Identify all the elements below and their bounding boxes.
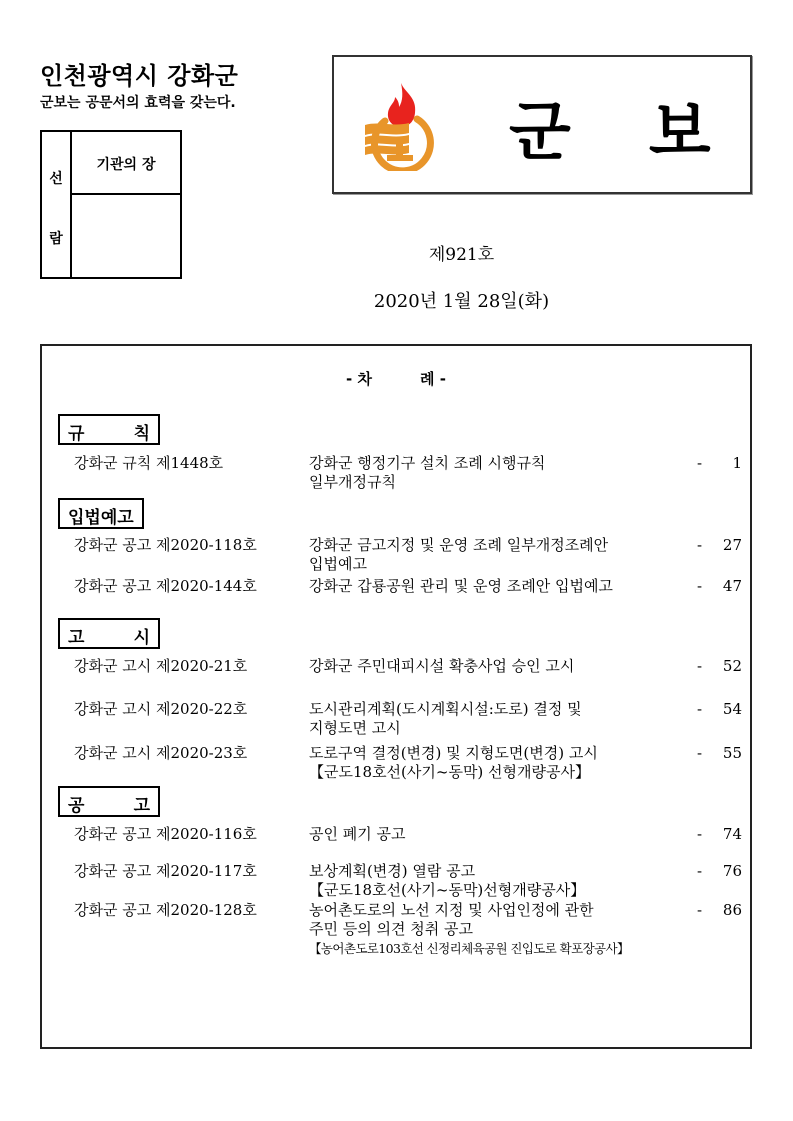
entry-description — [309, 536, 704, 574]
entry-dash: - — [697, 744, 703, 762]
entry-desc-line: 공인 폐기 공고 — [309, 825, 406, 843]
entry-code: 강화군 공고 제2020-118호 — [74, 536, 257, 554]
entry-desc-line: 농어촌도로의 노선 지정 및 사업인정에 관한 — [309, 901, 594, 919]
entry-description — [309, 657, 704, 676]
entry-desc-line: 【군도18호선(사기~동막)선형개량공사】 — [309, 881, 586, 899]
entry-code: 강화군 고시 제2020-22호 — [74, 700, 248, 718]
entry-desc-line: 지형도면 고시 — [309, 719, 401, 737]
table-of-contents — [40, 344, 752, 1049]
entry-dash: - — [697, 657, 703, 675]
entry-page: 55 — [722, 744, 742, 762]
org-subtitle: 군보는 공문서의 효력을 갖는다. — [40, 95, 236, 111]
section-label-char: 시 — [133, 628, 150, 648]
entry-code: 강화군 공고 제2020-128호 — [74, 901, 257, 919]
entry-desc-line: 【농어촌도로103호선 신정리체육공원 진입도로 확포장공사】 — [309, 941, 629, 956]
entry-description — [309, 700, 704, 738]
entry-page: 54 — [722, 700, 742, 718]
section-label-public-notices — [58, 786, 160, 817]
toc-title-right: 례 - — [420, 370, 446, 388]
entry-desc-line: 주민 등의 의견 청취 공고 — [309, 920, 473, 938]
entry-code: 강화군 공고 제2020-116호 — [74, 825, 257, 843]
section-label-char: 고 — [68, 628, 85, 648]
entry-description — [309, 454, 704, 492]
entry-page: 47 — [722, 577, 742, 595]
section-label-announcements — [58, 618, 160, 649]
entry-dash: - — [697, 454, 703, 472]
entry-code: 강화군 공고 제2020-117호 — [74, 862, 257, 880]
entry-page: 27 — [722, 536, 742, 554]
section-label-char: 규 — [68, 424, 85, 444]
entry-desc-line: 강화군 금고지정 및 운영 조례 일부개정조례안 — [309, 536, 609, 554]
entry-code: 강화군 공고 제2020-144호 — [74, 577, 257, 595]
gazette-title — [509, 81, 711, 173]
entry-description — [309, 901, 704, 958]
section-label-legislative-notice: 입법예고 — [58, 498, 144, 529]
entry-dash: - — [697, 577, 703, 595]
issue-number: 제921호 — [428, 245, 495, 265]
entry-description — [309, 825, 704, 844]
gangwha-county-emblem-icon — [359, 79, 439, 171]
org-title: 인천광역시 강화군 — [40, 62, 239, 90]
entry-page: 1 — [732, 454, 742, 472]
entry-dash: - — [697, 862, 703, 880]
approval-column-header: 기관의 장 — [72, 132, 180, 195]
entry-dash: - — [697, 825, 703, 843]
section-label-char: 고 — [133, 796, 150, 816]
approval-char-1: 선 — [49, 171, 63, 187]
entry-desc-line: 일부개정규칙 — [309, 473, 396, 491]
approval-char-2: 람 — [49, 231, 63, 247]
entry-dash: - — [697, 536, 703, 554]
entry-code: 강화군 고시 제2020-21호 — [74, 657, 248, 675]
entry-page: 76 — [722, 862, 742, 880]
entry-page: 52 — [722, 657, 742, 675]
entry-description — [309, 577, 704, 596]
gazette-banner — [332, 55, 752, 194]
gazette-title-char-1: 군 — [509, 96, 571, 170]
entry-code: 강화군 고시 제2020-23호 — [74, 744, 248, 762]
entry-desc-line: 강화군 행정기구 설치 조례 시행규칙 — [309, 454, 546, 472]
entry-desc-line: 강화군 갑룡공원 관리 및 운영 조례안 입법예고 — [309, 577, 613, 595]
entry-dash: - — [697, 901, 703, 919]
toc-title — [42, 368, 750, 389]
entry-desc-line: 도시관리계획(도시계획시설:도로) 결정 및 — [309, 700, 582, 718]
entry-desc-line: 도로구역 결정(변경) 및 지형도면(변경) 고시 — [309, 744, 598, 762]
toc-title-left: - 차 — [346, 370, 372, 388]
entry-desc-line: 강화군 주민대피시설 확충사업 승인 고시 — [309, 657, 575, 675]
entry-code: 강화군 규칙 제1448호 — [74, 454, 224, 472]
section-label-rules — [58, 414, 160, 445]
section-label-char: 공 — [68, 796, 85, 816]
entry-desc-line: 입법예고 — [309, 555, 367, 573]
entry-description — [309, 744, 704, 782]
entry-desc-line: 【군도18호선(사기~동막) 선형개량공사】 — [309, 763, 590, 781]
gazette-title-char-2: 보 — [648, 96, 711, 170]
entry-dash: - — [697, 700, 703, 718]
entry-desc-line: 보상계획(변경) 열람 공고 — [309, 862, 476, 880]
entry-description — [309, 862, 704, 900]
section-label-char: 칙 — [133, 424, 150, 444]
issue-date: 2020년 1월 28일(화) — [373, 291, 550, 312]
entry-page: 74 — [722, 825, 742, 843]
entry-page: 86 — [722, 901, 742, 919]
